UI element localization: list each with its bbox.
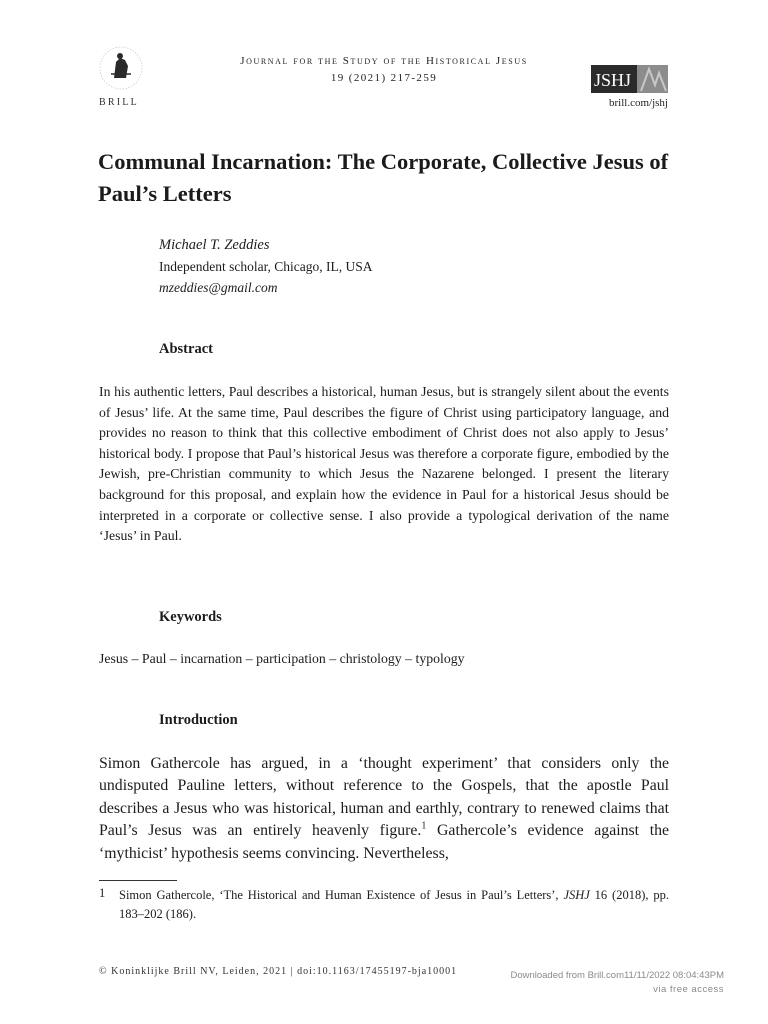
journal-url-link[interactable]: brill.com/jshj [609,97,668,109]
footnote-text [119,886,669,923]
footnote-journal-abbrev: JSHJ [563,888,590,902]
journal-name: Journal for the Study of the Historical Jesus [240,55,528,67]
jshj-logo-text: JSHJ [594,70,632,90]
brill-seal-icon [96,44,146,92]
copyright-line: © Koninklijke Brill NV, Leiden, 2021 | doi:10.1163/17455197-bja10001 [99,966,458,977]
introduction-heading: Introduction [159,712,238,728]
footnote-text-part: Simon Gathercole, ‘The Historical and Human Existence of Jesus in Paul’s Letters’, [119,888,564,902]
author-email-link[interactable]: mzeddies@gmail.com [159,280,278,295]
abstract-heading: Abstract [159,341,213,357]
footnote-divider [99,880,177,881]
introduction-text-part: Simon Gathercole has argued, in a ‘thought experiment’ that considers only the undisputed Pauline letters, without reference to the Gospels, that the apostle Paul describes a Jesus who was historical, human and earthly, contrary to renewed claims that Paul’s Jesus was an entirely heavenly figure. [99,755,669,840]
author-affiliation: Independent scholar, Chicago, IL, USA [159,259,373,274]
jshj-logo [591,65,668,93]
abstract-body: In his authentic letters, Paul describes a historical, human Jesus, but is strangely silent about the events of Jesus’ life. At the same time, Paul describes the figure of Christ using participatory language, and provides no reason to think that this collective embodiment of Christ does not also apply to Jesus’ historical body. I propose that Paul’s historical Jesus was therefore a corporate figure, embodied by the Jewish, pre-Christian community to which Jesus the Nazarene belonged. I present the literary background for this proposal, and explain how the evidence in Paul for a historical Jesus should be interpreted in a corporate or collective sense. I also provide a typological derivation of the name ‘Jesus’ in Paul. [99,384,669,544]
access-note: via free access [653,984,724,995]
author-name: Michael T. Zeddies [159,237,270,253]
footnote-marker[interactable]: 1 [421,820,427,832]
introduction-text-part: Gathercole’s evidence against the ‘mythicist’ hypothesis seems convincing. Nevertheless, [99,822,670,862]
article-title: Communal Incarnation: The Corporate, Collective Jesus of Paul’s Letters [98,149,669,206]
keywords-heading: Keywords [159,609,222,625]
journal-issue: 19 (2021) 217-259 [330,72,438,84]
footnote-number: 1 [99,886,106,900]
publisher-name: BRILL [99,97,139,108]
footnote-text-part: 16 (2018), pp. 183–202 (186). [119,888,669,921]
download-watermark: Downloaded from Brill.com11/11/2022 08:04:43PM [510,970,724,981]
keywords-list: Jesus – Paul – incarnation – participation – christology – typology [99,651,465,666]
introduction-body [99,753,669,865]
